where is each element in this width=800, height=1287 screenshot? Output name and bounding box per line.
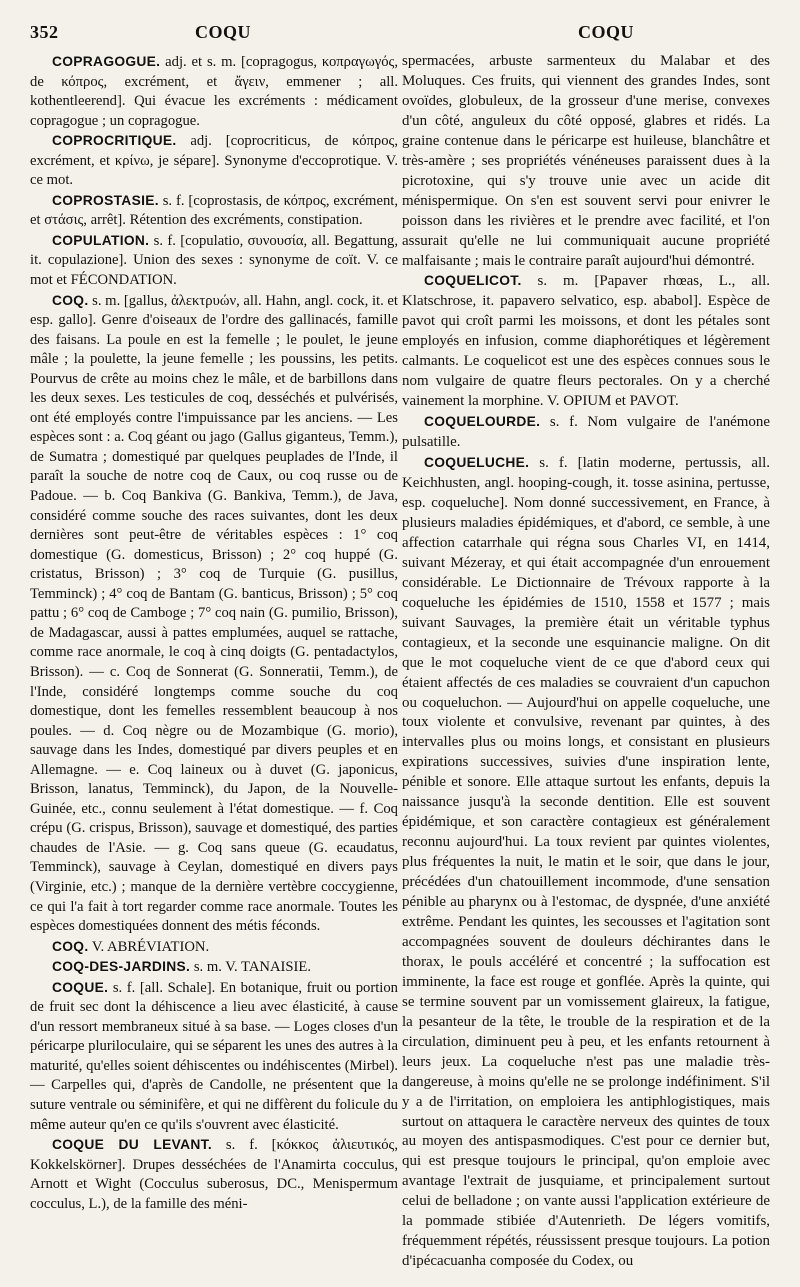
entry-definition: s. f. [copulatio, συνουσία, all. Begattung, it. copulazione]. Union des sexes : synonyme de coït. V. ce mot et FÉCONDATION. xyxy=(30,232,398,289)
dictionary-entry xyxy=(30,937,398,958)
entry-definition: s. f. [all. Schale]. En botanique, fruit ou portion de fruit sec dont la déhiscence a lieu avec élasticité, à cause d'un ressort membraneux situé à sa base. — Loges closes d'un péricarpe pluriloculaire, qui se séparent les unes des autres à la maturité, qu'elles soient déhiscentes ou indéhiscentes (Mirbel). — Carpelles qui, d'après de Candolle, ne présentent que la suture ventrale ou séminifère, et qui ne diffèrent du folicule du même auteur qu'en ce qu'ils s'ouvrent avec élasticité. xyxy=(30,979,398,1133)
entry-headword: COQUELUCHE. xyxy=(424,455,530,471)
entry-definition: V. ABRÉVIATION. xyxy=(88,938,210,955)
dictionary-entry xyxy=(30,1135,398,1214)
entry-definition: s. f. [coprostasis, de κόπρος, excrément, et στάσις, arrêt]. Rétention des excréments, constipation. xyxy=(30,192,398,229)
entry-headword: COPULATION. xyxy=(52,232,150,248)
page-number: 352 xyxy=(30,22,59,42)
running-header xyxy=(30,22,770,46)
left-column xyxy=(30,52,398,1214)
right-column xyxy=(402,52,770,1272)
right-running-title: COQU xyxy=(578,22,634,42)
entry-definition: adj. et s. m. [copragogus, κοπραγωγός, de κόπρος, excrément, et ἄγειν, emmener ; all. kothentleerend]. Qui évacue les excréments : médicament copragogue ; un copragogue. xyxy=(30,54,398,129)
entry-headword: COPRAGOGUE. xyxy=(52,54,161,69)
dictionary-entry xyxy=(30,231,398,291)
entry-definition: s. f. [κόκκος ἀλιευτικός, Kokkelskörner]. Drupes desséchées de l'Anamirta cocculus, Arnott et Wight (Cocculus suberosus, DC., Menispermum cocculus, L.), de la famille des méni- xyxy=(30,1137,398,1212)
entry-definition: s. m. V. TANAISIE. xyxy=(190,959,312,976)
dictionary-entry xyxy=(402,52,770,271)
entry-definition: s. f. Nom vulgaire de l'anémone pulsatille. xyxy=(402,414,770,451)
entry-definition: s. f. [latin moderne, pertussis, all. Keichhusten, angl. hooping-cough, it. tosse asinina, pertusse, esp. coqueluche]. Nom donné successivement, en France, à plusieurs maladies épidémiques, et d'abord, ce semble, à une affection catarrhale qui régna sous Charles VI, en 1414, suivant Mézeray, et qui était accompagnée d'un enrouement considérable. Le Dictionnaire de Trévoux rapporte à la coqueluche les épidémies de 1510, 1558 et 1577 ; mais suivant Sauvages, la première était un véritable typhus contagieux, et la seconde une esquinancie maligne. On dit que le mot coqueluche vient de ce que d'abord ceux qui étaient affectés de ces maladies se couvraient d'un capuchon ou coqueluchon. — Aujourd'hui on appelle coqueluche, une toux violente et convulsive, revenant par quintes, à des intervalles plus ou moins longs, et consistant en plusieurs expirations successives, suivies d'une inspiration lente, pénible et sonore. Elle attaque surtout les enfants, depuis la naissance jusqu'à la seconde dentition. Elle est souvent épidémique, et son caractère contagieux est généralement reconnu aujourd'hui. La toux revient par quintes violentes, plus fréquentes la nuit, le matin et le soir, que dans le jour, précédées d'un chatouillement incommode, d'une sensation pénible au pharynx ou à l'estomac, de dyspnée, d'une anxiété extrême. Pendant les quintes, les secousses et l'agitation sont accompagnées souvent de douleurs déchirantes dans le thorax, le pouls accéléré et concentré ; la suffocation est imminente, la face est rouge et gonflée. Après la quinte, qui se termine souvent par un vomissement glaireux, la fatigue, la pesanteur de la tête, le trouble de la respiration et de la circulation, diminuent peu à peu, et les enfants retournent à leurs jeux. La coqueluche n'est pas une maladie très-dangereuse, à moins qu'elle ne se prolonge indéfiniment. S'il y a de l'irritation, on emploiera les antiphlogistiques, mais surtout on attaquera le caractère nerveux des quintes de toux au moyen des antispasmodiques. C'est pour ce dernier but, qui est presque toujours le principal, qu'on emploie avec avantage l'extrait de jusquiame, et principalement surtout celui de belladone ; on vante aussi l'application extérieure de la pommade stibiée d'Autenrieth. De légers vomitifs, fréquemment répétés, réussissent presque toujours. La potion d'ipécacuanha composée du Codex, ou xyxy=(402,455,770,1270)
entry-headword: COQ-DES-JARDINS. xyxy=(52,959,191,975)
entry-headword: COQUELOURDE. xyxy=(424,414,541,430)
dictionary-entry xyxy=(30,291,398,937)
entry-headword: COPROCRITIQUE. xyxy=(52,133,177,149)
dictionary-entry xyxy=(30,191,398,231)
left-running-title: COQU xyxy=(195,22,251,42)
entry-headword: COQUE DU LEVANT. xyxy=(52,1137,212,1153)
entry-headword: COQUE. xyxy=(52,979,109,995)
entry-definition: s. m. [gallus, ἀλεκτρυών, all. Hahn, angl. cock, it. et esp. gallo]. Genre d'oiseaux de l'ordre des gallinacés, famille des faisans. La poule en est la femelle ; le poulet, le jeune mâle ; la poulette, la jeune femelle ; les poussins, les petits. Pourvus de crête au moins chez le mâle, et de barbillons dans les deux sexes. Les testicules de coq, desséchés et pulvérisés, ont été employés contre l'impuissance par les anciens. — Les espèces sont : a. Coq géant ou jago (Gallus giganteus, Temm.), de Sumatra ; domestiqué par quelques peuplades de l'Inde, il paraît la souche de notre coq de Caux, ou coq russe ou de Padoue. — b. Coq Bankiva (G. Bankiva, Temm.), de Java, considéré comme souche des races suivantes, dont les deux dernières sont peut-être de véritables espèces : 1° coq domestique (G. domesticus, Brisson) ; 2° coq huppé (G. cristatus, Brisson) ; 3° coq de Turquie (G. pusillus, Temminck) ; 4° coq de Bantam (G. banticus, Brisson) ; 5° coq pattu ; 6° coq de Camboge ; 7° coq nain (G. pumilio, Brisson), de Madagascar, aussi à pattes emplumées, auquel se rattache, comme race anormale, le coq à cinq doigts (G. pentadactylos, Brisson). — c. Coq de Sonnerat (G. Sonneratii, Temm.), de l'Inde, considéré longtemps comme souche du coq domestique, dont les femelles ressemblent beaucoup à nos poules. — d. Coq nègre ou de Mozambique (G. morio), sauvage dans les Indes, domestiqué par divers peuples et en Allemagne. — e. Coq laineux ou à duvet (G. japonicus, Brisson, lanatus, Temminck), du Japon, de la Nouvelle-Guinée, etc., connu seulement à l'état domestique. — f. Coq crépu (G. crispus, Brisson), sauvage et domestiqué, des parties chaudes de l'Asie. — g. Coq sans queue (G. ecaudatus, Temminck), sauvage à Ceylan, domestiqué en divers pays (Virginie, etc.) ; manque de la dernière vertèbre coccygienne, ce qui l'a fait à tort regarder comme race anormale. Toutes les espèces domestiquées donnent des métis féconds. xyxy=(30,292,398,935)
entry-headword: COQ. xyxy=(52,938,89,954)
entry-headword: COQUELICOT. xyxy=(424,273,522,289)
dictionary-entry xyxy=(30,978,398,1135)
dictionary-entry xyxy=(402,453,770,1272)
dictionary-entry xyxy=(30,957,398,978)
dictionary-entry xyxy=(402,412,770,453)
entry-definition: spermacées, arbuste sarmenteux du Malabar et des Moluques. Ces fruits, qui viennent des grandes Indes, sont ovoïdes, globuleux, de la grosseur d'une merise, convexes d'un côté, anguleux du côté opposé, glabres et ridés. La graine contenue dans le péricarpe est huileuse, blanchâtre et très-amère ; ses propriétés vénéneuses paraissent dues à la picrotoxine, qui s'y trouve unie avec un acide dit ménispermique. On s'en est souvent servi pour enivrer le poisson dans les rivières et le prendre avec facilité, et l'on assurait qu'elle ne lui communiquait aucune propriété malfaisante ; mais le contraire paraît aujourd'hui démontré. xyxy=(402,53,770,269)
entry-definition: s. m. [Papaver rhœas, L., all. Klatschrose, it. papavero selvatico, esp. ababol]. Espèce de pavot qui croît parmi les moissons, et dont les pétales sont employés en infusion, comme diaphorétiques et légèrement calmants. Le coquelicot est une des espèces connues sous le nom vulgaire de quatre fleurs pectorales. On y a cherché vainement la morphine. V. OPIUM et PAVOT. xyxy=(402,273,770,410)
entry-headword: COPROSTASIE. xyxy=(52,192,159,208)
dictionary-entry xyxy=(30,131,398,191)
dictionary-entry xyxy=(30,52,398,131)
entry-headword: COQ. xyxy=(52,292,89,308)
dictionary-entry xyxy=(402,271,770,412)
entry-definition: adj. [coprocriticus, de κόπρος, excrément, et κρίνω, je sépare]. Synonyme d'eccoprotique. V. ce mot. xyxy=(30,133,398,189)
